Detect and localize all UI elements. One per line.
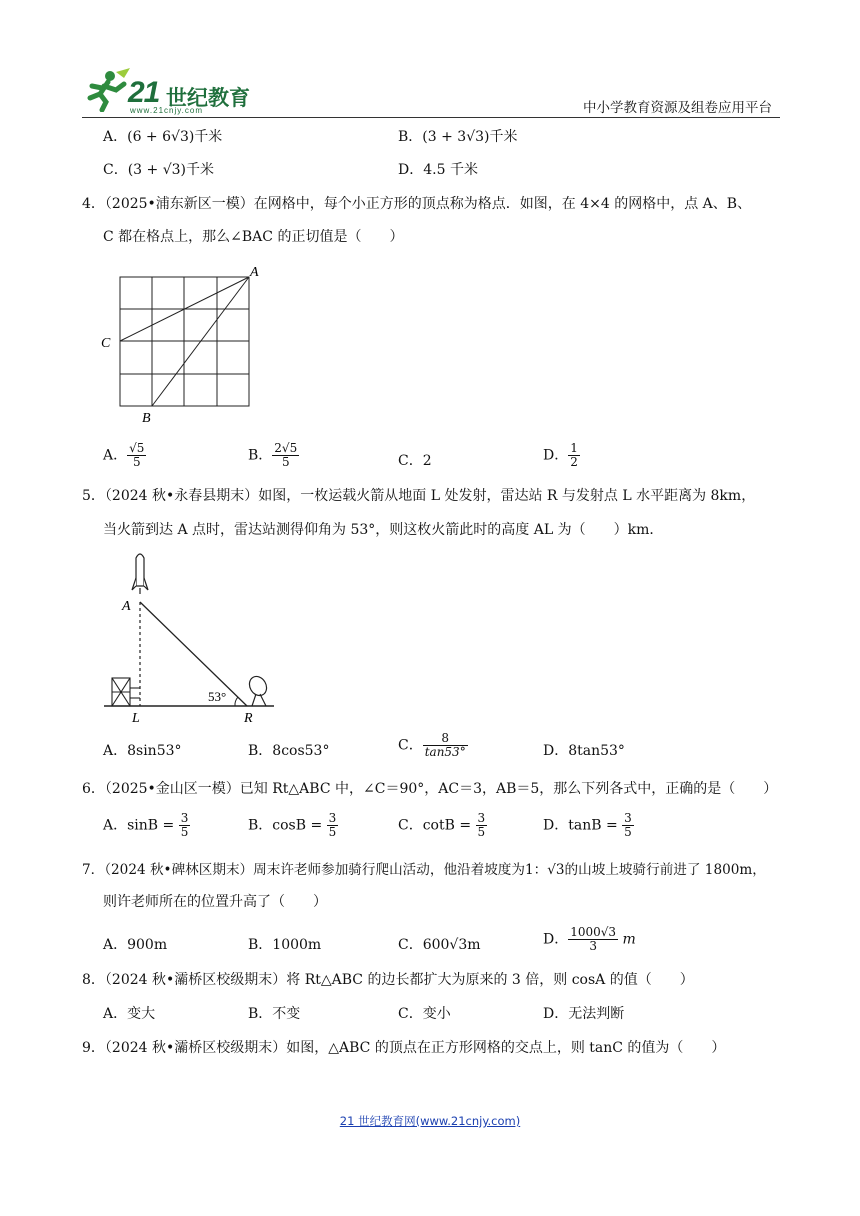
q5-option-d: D．8tan53° — [543, 743, 625, 759]
q4-option-b: B． $\frac{2√5}{5}$ — [248, 441, 298, 469]
logo-url: www.21cnjy.com — [130, 106, 203, 115]
q3-option-d: D．4.5 千米 — [398, 162, 478, 178]
q5-label-a: A — [122, 599, 131, 614]
q4-option-d: D． $\frac{1}{2}$ — [543, 441, 578, 469]
q7-stem-line2: 则许老师所在的位置升高了（ ） — [103, 894, 327, 910]
q6-option-b: B．cosB = $\frac{3}{5}$ — [248, 811, 337, 839]
rocket-icon — [132, 554, 148, 594]
logo-text: 世纪教育 — [166, 86, 250, 110]
q8-option-c: C．变小 — [398, 1006, 451, 1022]
q3-option-a: A．(6 + 6√3)千米 — [103, 129, 223, 145]
q4-label-c: C — [101, 336, 111, 351]
footer-link[interactable]: 21 世纪教育网(www.21cnjy.com) — [339, 1114, 521, 1128]
q6-option-c: C．cotB = $\frac{3}{5}$ — [398, 811, 486, 839]
q6-option-d: D．tanB = $\frac{3}{5}$ — [543, 811, 632, 839]
q4-label-a: A — [250, 265, 259, 280]
q8-option-d: D．无法判断 — [543, 1006, 625, 1022]
q6-stem-line1: 6．（2025•金山区一模）已知 Rt△ABC 中，∠C＝90°，AC＝3，AB＝5，那么下列各式中，正确的是（ ） — [82, 781, 778, 797]
q7-option-a: A．900m — [103, 937, 168, 953]
q5-stem-line1: 5．（2024 秋•永春县期末）如图，一枚运载火箭从地面 L 处发射，雷达站 R 与发射点 L 水平距离为 8km， — [82, 488, 756, 504]
platform-title: 中小学教育资源及组卷应用平台 — [583, 100, 772, 116]
q7-option-b: B．1000m — [248, 937, 322, 953]
header-divider — [82, 117, 780, 118]
q3-option-b: B．(3 + 3√3)千米 — [398, 129, 518, 145]
q4-stem-line2: C 都在格点上，那么∠BAC 的正切值是（ ） — [103, 229, 404, 245]
logo-number: 21 — [128, 76, 160, 109]
q6-option-a: A．sinB = $\frac{3}{5}$ — [103, 811, 189, 839]
q5-label-l: L — [132, 711, 140, 726]
q5-stem-line2: 当火箭到达 A 点时，雷达站测得仰角为 53°，则这枚火箭此时的高度 AL 为（ ）km． — [103, 522, 664, 538]
q4-label-b: B — [142, 411, 151, 426]
q9-stem-line1: 9．（2024 秋•灞桥区校级期末）如图，△ABC 的顶点在正方形网格的交点上，则 tanC 的值为（ ） — [82, 1040, 726, 1056]
q7-option-d: D． $\frac{1000√3}{3}$ m — [543, 925, 636, 953]
q3-option-c: C．(3 + √3)千米 — [103, 162, 215, 178]
launch-tower-icon — [112, 678, 140, 706]
q5-option-a: A．8sin53° — [103, 743, 182, 759]
q5-angle-label: 53° — [208, 689, 227, 704]
q8-option-b: B．不变 — [248, 1006, 301, 1022]
q8-option-a: A．变大 — [103, 1006, 156, 1022]
q4-grid-figure — [96, 262, 266, 427]
q7-option-c: C．600√3m — [398, 937, 481, 953]
q4-option-c: C．2 — [398, 453, 432, 469]
q5-option-c: C． $\frac{8}{\tan 53^\circ}$ — [398, 731, 466, 759]
q4-option-a: A． $\frac{√5}{5}$ — [103, 441, 145, 469]
runner-logo-icon — [80, 68, 132, 112]
q8-stem-line1: 8．（2024 秋•灞桥区校级期末）将 Rt△ABC 的边长都扩大为原来的 3 倍，则 cosA 的值（ ） — [82, 972, 694, 988]
q5-rocket-figure — [100, 548, 280, 728]
q7-stem-line1: 7．（2024 秋•碑林区期末）周末许老师参加骑行爬山活动，他沿着坡度为1：√3的山坡上坡骑行前进了 1800m， — [82, 862, 766, 878]
radar-dish-icon — [246, 673, 270, 706]
q5-option-b: B．8cos53° — [248, 743, 330, 759]
q5-label-r: R — [244, 711, 253, 726]
q4-stem-line1: 4．（2025•浦东新区一模）在网格中，每个小正方形的顶点称为格点．如图，在 4×4 的网格中，点 A、B、 — [82, 196, 752, 212]
